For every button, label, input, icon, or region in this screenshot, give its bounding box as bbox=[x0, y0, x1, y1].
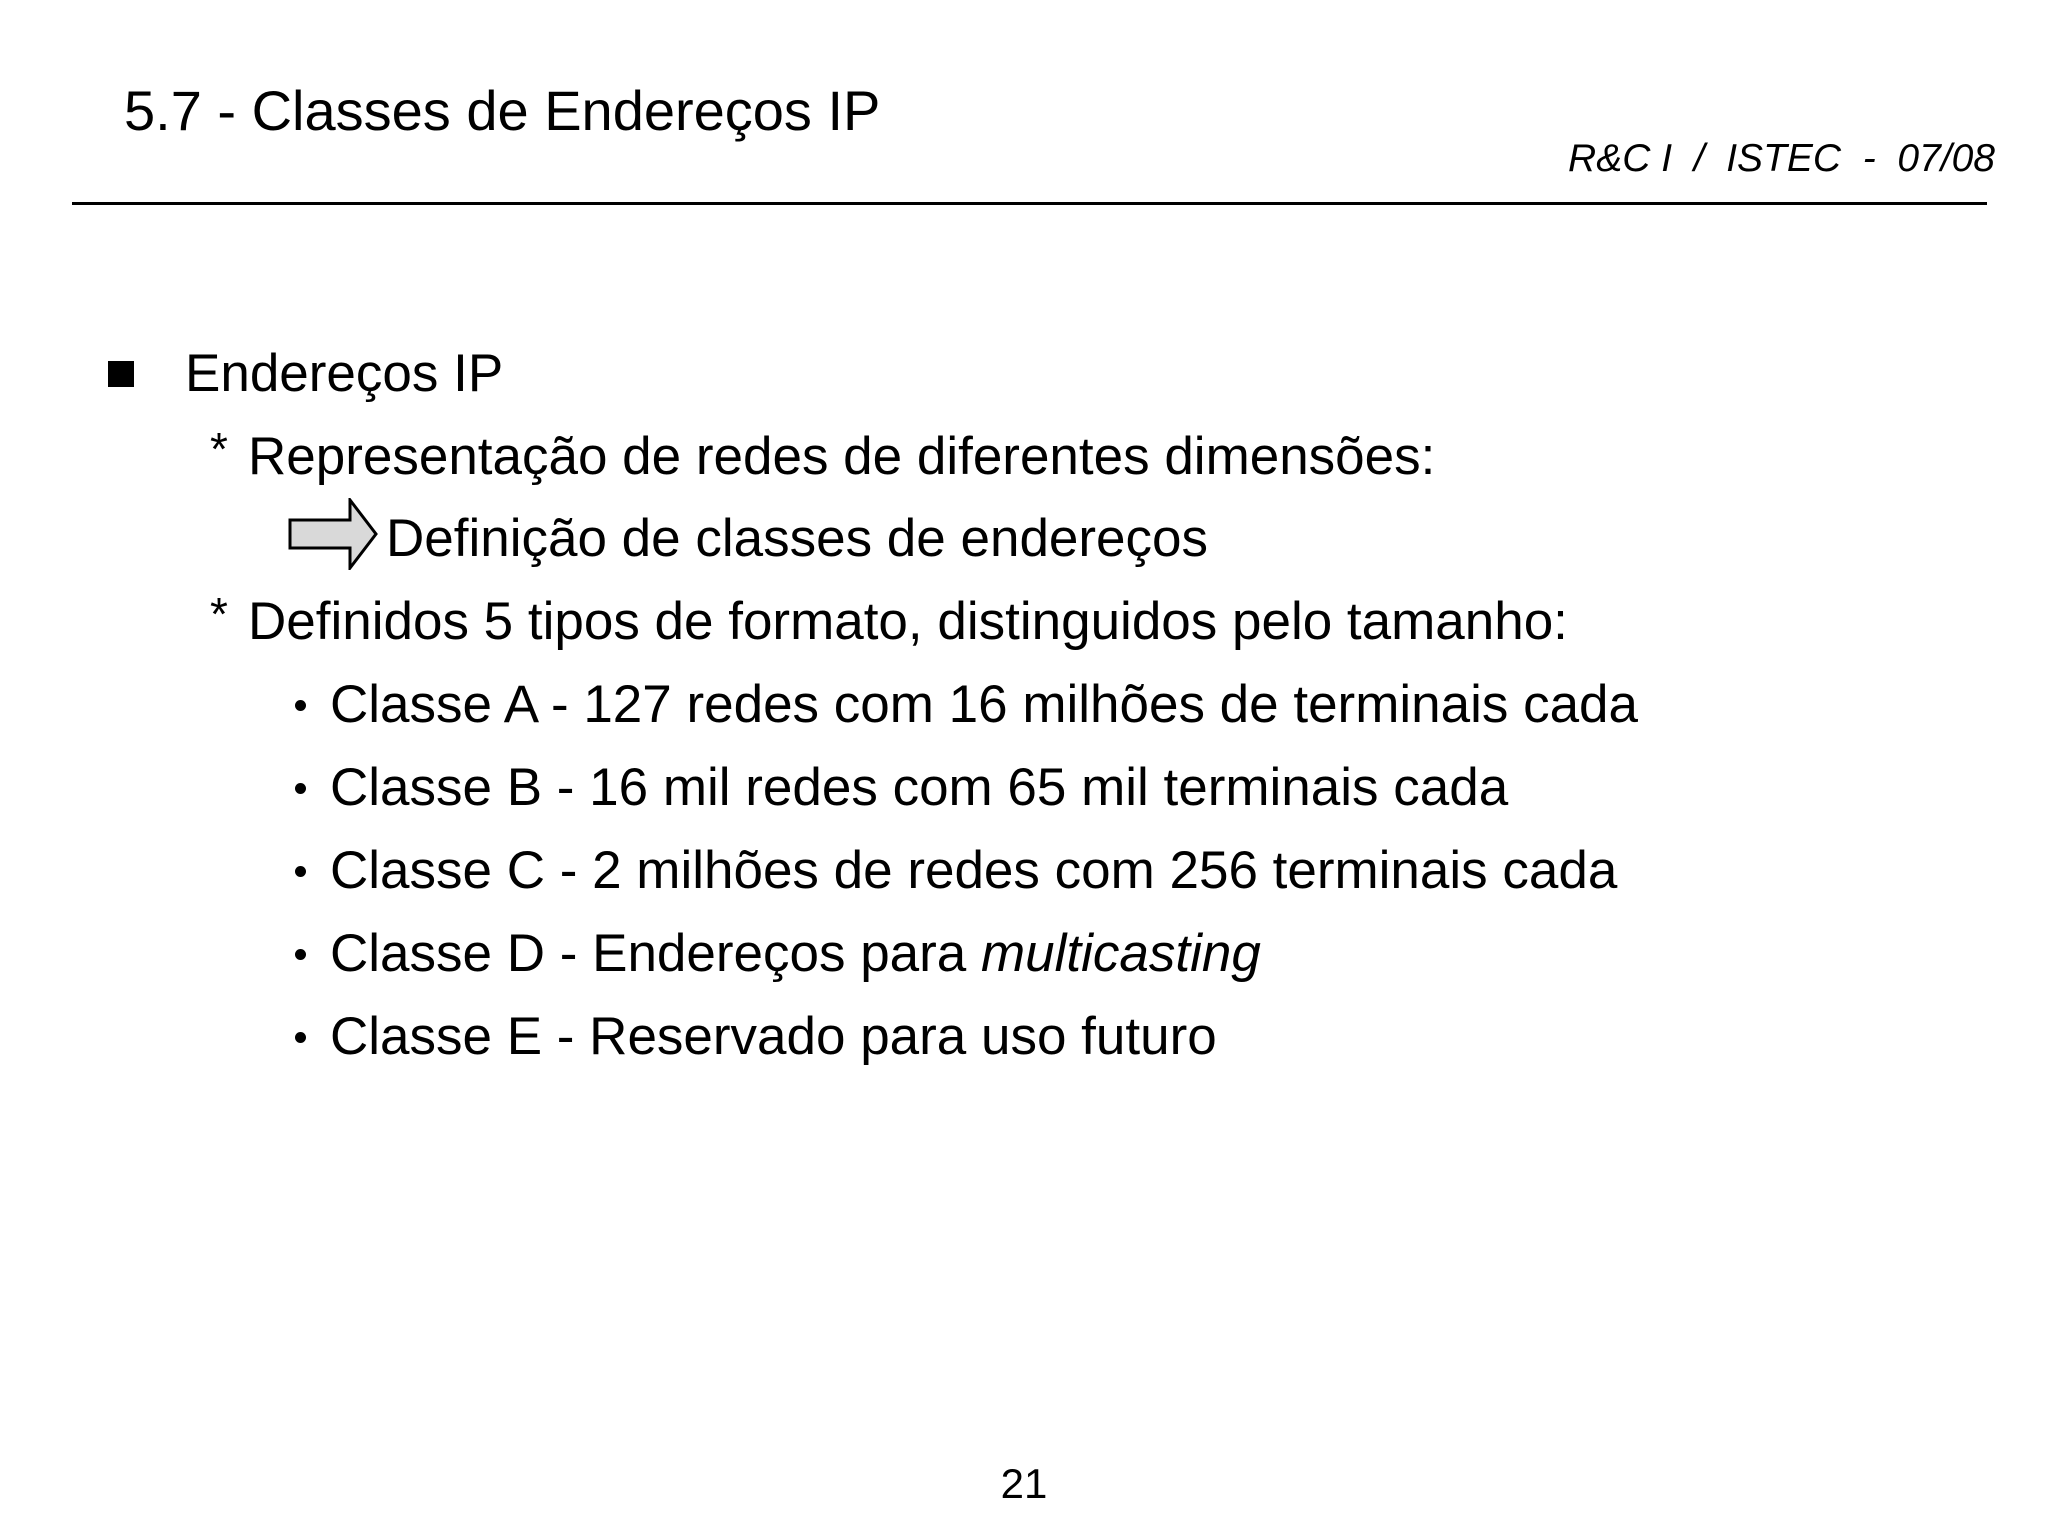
square-bullet-icon bbox=[108, 361, 134, 387]
star-bullet: * bbox=[210, 588, 228, 640]
dot-bullet bbox=[295, 949, 306, 960]
arrow-item-definicao: Definição de classes de endereços bbox=[386, 509, 1208, 568]
subitem-definidos: Definidos 5 tipos de formato, distinguidos pelo tamanho: bbox=[248, 592, 1568, 651]
class-item-c: Classe C - 2 milhões de redes com 256 terminais cada bbox=[330, 841, 1618, 900]
class-item-d-emphasis: multicasting bbox=[981, 924, 1261, 983]
page-number: 21 bbox=[1000, 1460, 1048, 1507]
right-arrow-icon bbox=[288, 498, 380, 570]
class-item-d-text: Classe D - Endereços para bbox=[330, 924, 982, 983]
class-item-e: Classe E - Reservado para uso futuro bbox=[330, 1007, 1217, 1066]
star-bullet: * bbox=[210, 423, 228, 475]
class-item-d bbox=[330, 923, 1261, 985]
subitem-representacao: Representação de redes de diferentes dimensões: bbox=[248, 427, 1436, 486]
arrow-shape bbox=[290, 500, 376, 568]
dot-bullet bbox=[295, 700, 306, 711]
class-item-a: Classe A - 127 redes com 16 milhões de terminais cada bbox=[330, 675, 1638, 734]
slide-title: 5.7 - Classes de Endereços IP bbox=[124, 79, 881, 142]
header-divider bbox=[72, 202, 1987, 205]
dot-bullet bbox=[295, 866, 306, 877]
dot-bullet bbox=[295, 1032, 306, 1043]
heading-endereços-ip: Endereços IP bbox=[185, 344, 504, 403]
course-label: R&C I / ISTEC - 07/08 bbox=[1568, 137, 1995, 180]
dot-bullet bbox=[295, 783, 306, 794]
class-item-b: Classe B - 16 mil redes com 65 mil terminais cada bbox=[330, 758, 1509, 817]
